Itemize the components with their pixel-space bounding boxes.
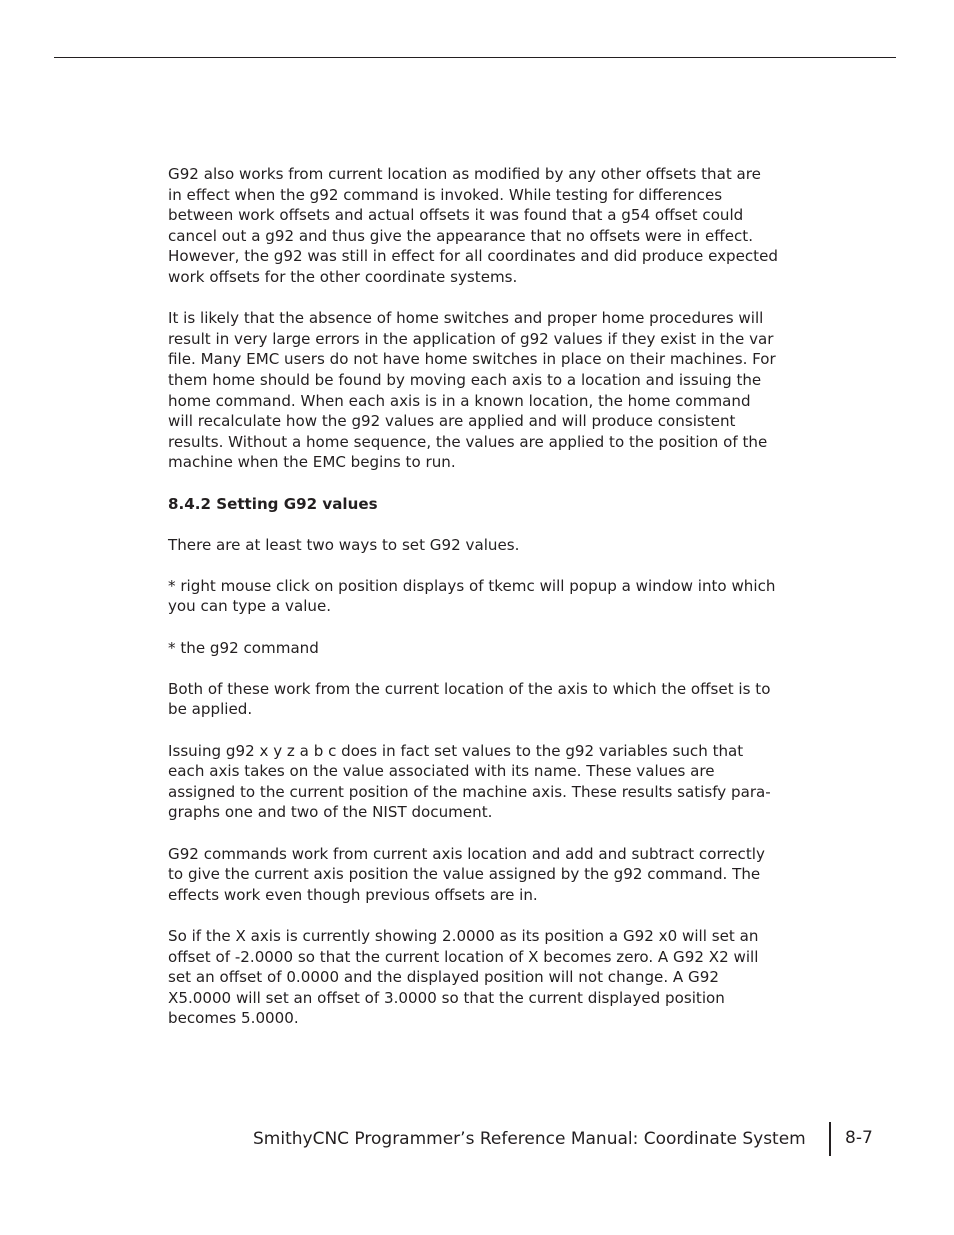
text-line: between work offsets and actual offsets it was found that a g54 offset could [168,206,744,225]
text-line: offset of -2.0000 so that the current location of X becomes zero. A G92 X2 will [168,947,759,966]
footer-divider [829,1122,831,1156]
text-line: X5.0000 will set an offset of 3.0000 so that the current displayed position [168,988,725,1007]
page-number: 8-7 [845,1128,873,1148]
text-line: cancel out a g92 and thus give the appearance that no offsets were in effect. [168,226,754,245]
text-line: work offsets for the other coordinate systems. [168,267,518,286]
text-line: G92 commands work from current axis location and add and subtract correctly [168,844,765,863]
text-line: graphs one and two of the NIST document. [168,803,493,822]
text-line: them home should be found by moving each axis to a location and issuing the [168,370,762,389]
text-line: However, the g92 was still in effect for all coordinates and did produce expected [168,247,778,266]
text-line: each axis takes on the value associated with its name. These values are [168,762,715,781]
text-line: assigned to the current position of the machine axis. These results satisfy para- [168,782,771,801]
text-line: home command. When each axis is in a known location, the home command [168,391,751,410]
text-line: * right mouse click on position displays of tkemc will popup a window into which [168,576,776,595]
page-body [168,164,792,1050]
paragraph-issuing-g92 [168,741,792,823]
text-line: will recalculate how the g92 values are applied and will produce consistent [168,412,736,431]
paragraph-g92-current-location [168,164,792,288]
text-line: result in very large errors in the application of g92 values if they exist in the var [168,329,774,348]
text-line: There are at least two ways to set G92 values. [168,535,520,554]
paragraph-home-switches [168,308,792,473]
text-line: effects work even though previous offsets are in. [168,885,538,904]
paragraph-right-click-item [168,576,792,617]
text-line: set an offset of 0.0000 and the displayed position will not change. A G92 [168,968,719,987]
text-line: to give the current axis position the value assigned by the g92 command. The [168,865,761,884]
text-line: Issuing g92 x y z a b c does in fact set values to the g92 variables such that [168,741,744,760]
text-line: Both of these work from the current location of the axis to which the offset is to [168,679,771,698]
text-line: G92 also works from current location as modified by any other offsets that are [168,165,761,183]
paragraph-both-work [168,679,792,720]
text-line: machine when the EMC begins to run. [168,453,456,472]
text-line: So if the X axis is currently showing 2.0000 as its position a G92 x0 will set an [168,926,759,945]
text-line: becomes 5.0000. [168,1009,299,1028]
text-line: in effect when the g92 command is invoked. While testing for differences [168,185,723,204]
footer-manual-title: SmithyCNC Programmer’s Reference Manual: Coordinate System [253,1129,806,1149]
text-line: * the g92 command [168,638,319,657]
paragraph-x-axis-example [168,926,792,1029]
text-line: results. Without a home sequence, the values are applied to the position of the [168,432,768,451]
section-heading: 8.4.2 Setting G92 values [168,494,378,513]
header-rule [54,57,896,58]
text-line: file. Many EMC users do not have home switches in place on their machines. For [168,350,776,369]
text-line: It is likely that the absence of home switches and proper home procedures will [168,309,764,328]
paragraph-two-ways [168,535,792,556]
text-line: you can type a value. [168,597,332,616]
text-line: be applied. [168,700,253,719]
paragraph-g92-command-item [168,638,792,659]
paragraph-g92-commands-work [168,844,792,906]
